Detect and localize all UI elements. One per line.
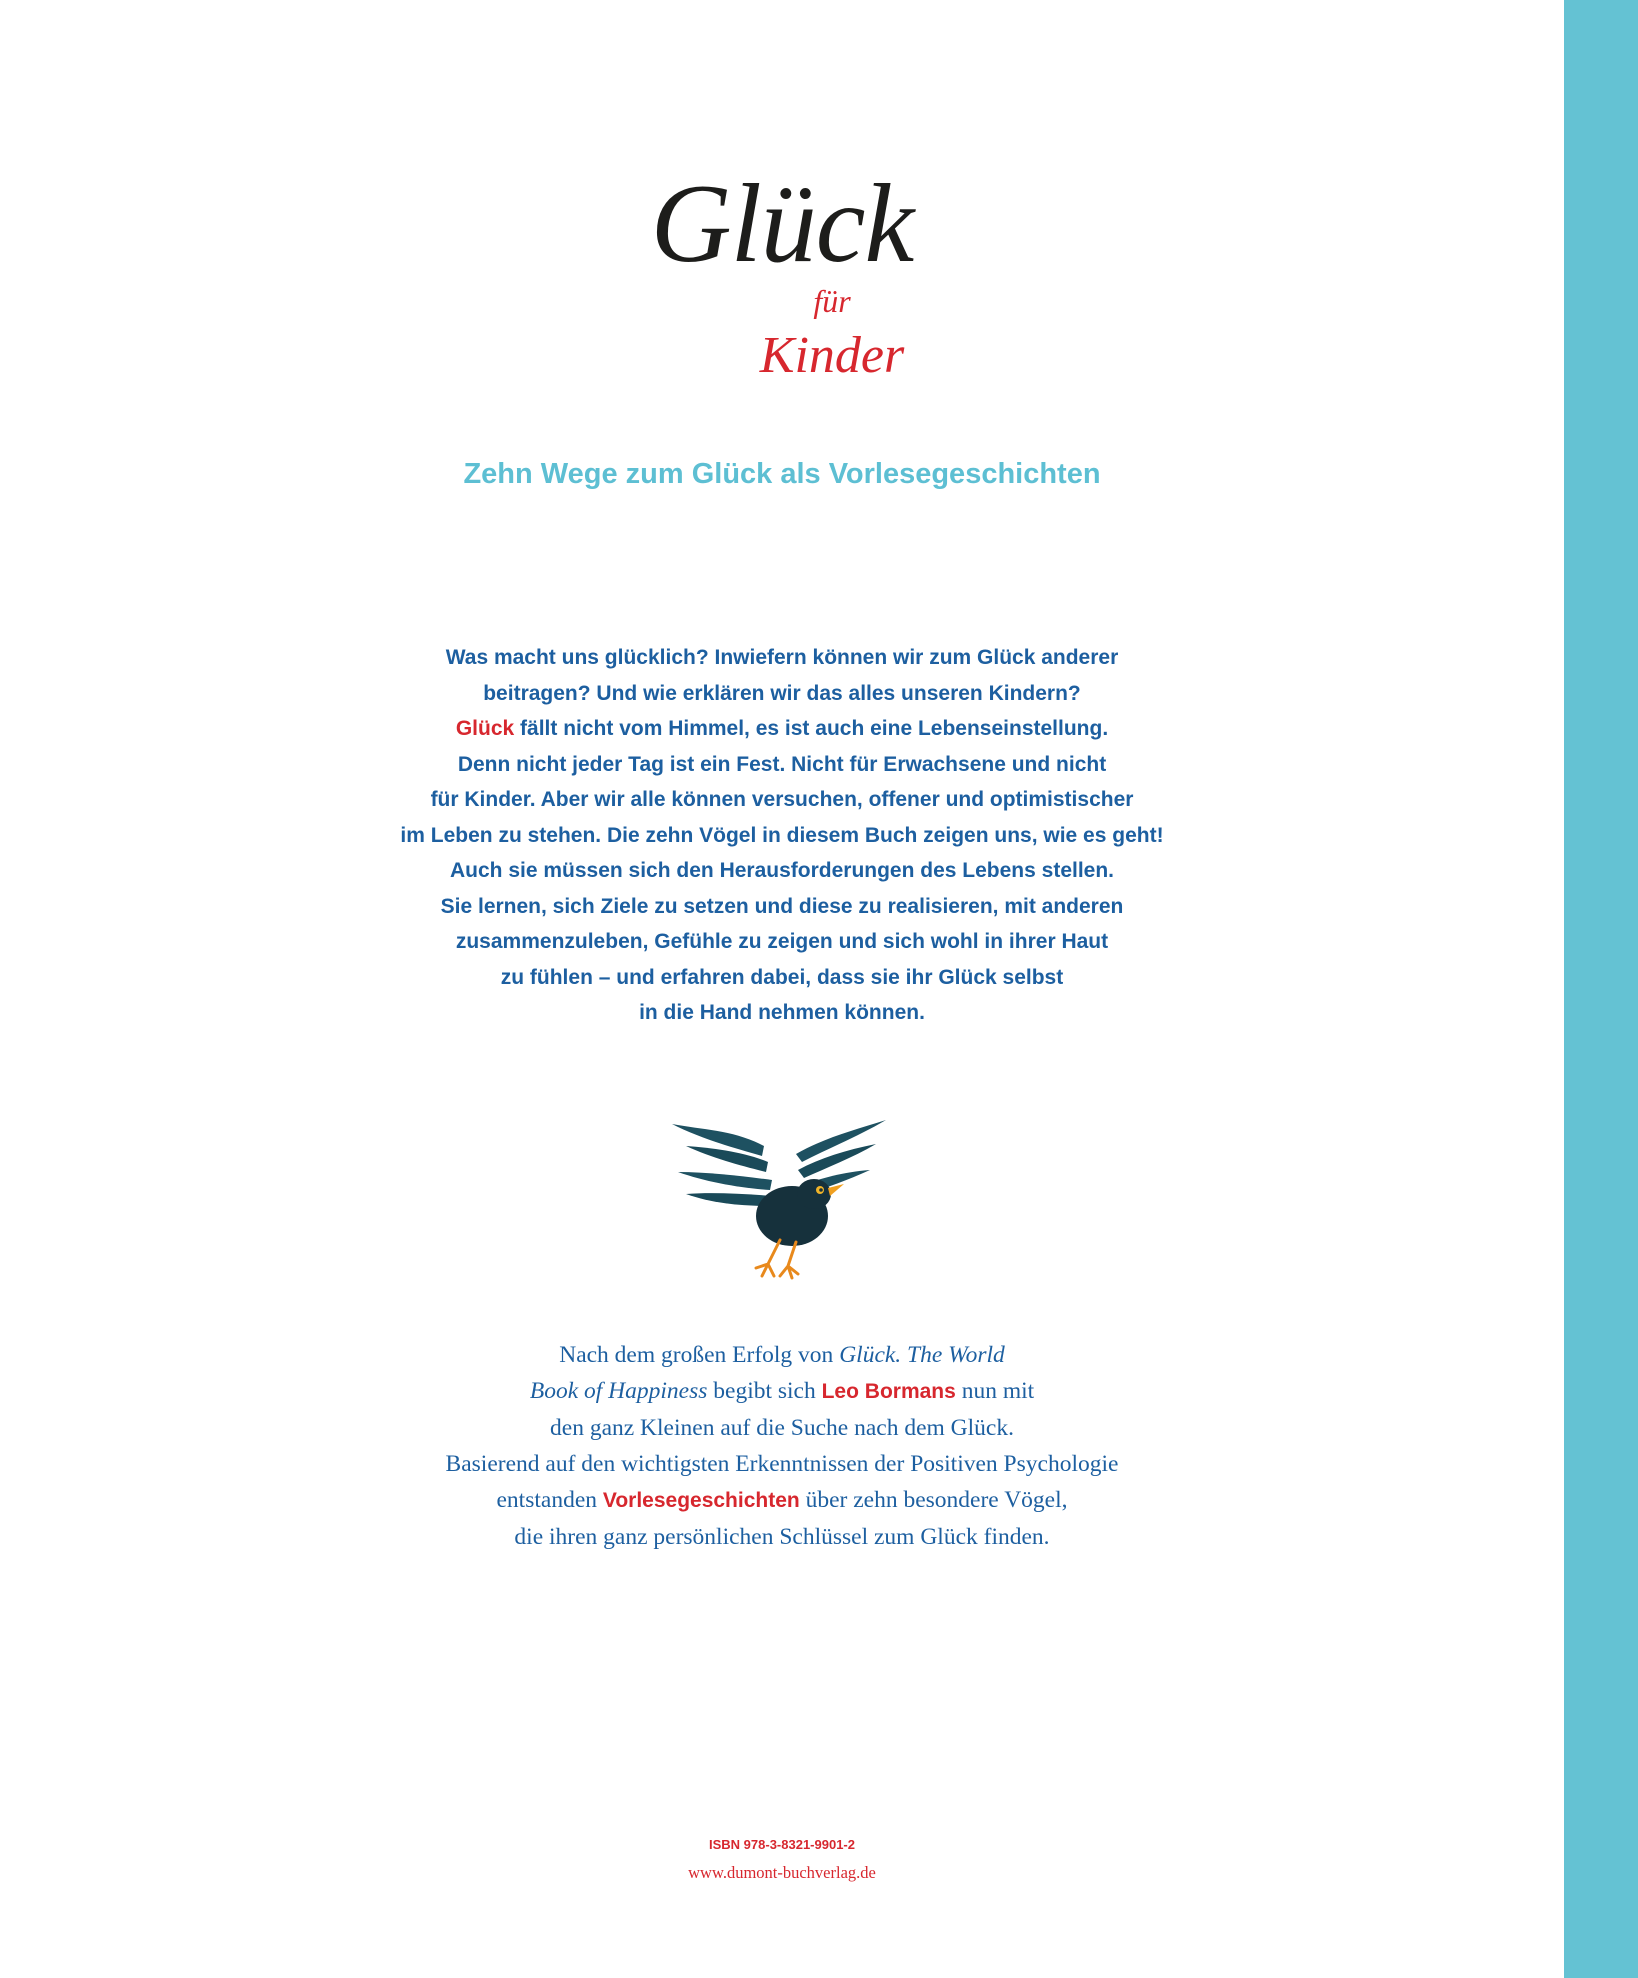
secondary-line: den ganz Kleinen auf die Suche nach dem Glück.: [550, 1415, 1014, 1441]
secondary-plain: über zehn besondere Vögel,: [799, 1487, 1068, 1513]
publisher-url: www.dumont-buchverlag.de: [688, 1863, 876, 1882]
blurb-line: beitragen? Und wie erklären wir das alles unseren Kindern?: [483, 681, 1081, 705]
book-title-italic: Book of Happiness: [529, 1378, 708, 1404]
blackbird-illustration: [664, 1116, 894, 1286]
secondary-line: [0, 1337, 1564, 1373]
isbn: ISBN 978-3-8321-9901-2: [709, 1837, 855, 1852]
title-fuer: für: [813, 283, 851, 319]
author-name: Leo Bormans: [821, 1380, 956, 1403]
highlight-vorlesegeschichten: Vorlesegeschichten: [602, 1489, 800, 1512]
secondary-line: Basierend auf den wichtigsten Erkenntnissen der Positiven Psychologie: [445, 1451, 1119, 1477]
secondary-plain: begibt sich: [707, 1378, 822, 1404]
blurb-line: für Kinder. Aber wir alle können versuchen, offener und optimistischer: [430, 788, 1134, 811]
secondary-plain: entstanden: [496, 1487, 603, 1513]
secondary-line: [0, 1482, 1564, 1519]
secondary-plain: Nach dem großen Erfolg von: [559, 1342, 840, 1368]
blurb-line: im Leben zu stehen. Die zehn Vögel in diesem Buch zeigen uns, wie es geht!: [400, 823, 1164, 847]
blurb-line: zusammenzuleben, Gefühle zu zeigen und sich wohl in ihrer Haut: [455, 930, 1109, 953]
blurb-line: [0, 711, 1564, 747]
subtitle: Zehn Wege zum Glück als Vorlesegeschichten: [463, 458, 1101, 490]
blurb-line: in die Hand nehmen können.: [639, 1001, 925, 1024]
secondary-line: [0, 1373, 1564, 1410]
blurb-highlight-glueck: Glück: [455, 717, 515, 740]
blurb-line: zu fühlen – und erfahren dabei, dass sie ihr Glück selbst: [500, 965, 1064, 989]
blurb-text: [0, 640, 1564, 1031]
secondary-line: die ihren ganz persönlichen Schlüssel zum Glück finden.: [514, 1524, 1050, 1550]
blurb-line: Was macht uns glücklich? Inwiefern können wir zum Glück anderer: [445, 646, 1119, 669]
title-glueck: Glück: [650, 162, 914, 286]
title-kinder: Kinder: [759, 327, 905, 384]
book-title-italic: Glück. The World: [839, 1342, 1005, 1368]
blurb-line: Denn nicht jeder Tag ist ein Fest. Nicht für Erwachsene und nicht: [457, 752, 1107, 776]
blurb-line: Auch sie müssen sich den Herausforderungen des Lebens stellen.: [449, 859, 1115, 882]
blurb-line: Sie lernen, sich Ziele zu setzen und diese zu realisieren, mit anderen: [440, 894, 1124, 918]
secondary-plain: nun mit: [955, 1378, 1035, 1404]
secondary-text: [0, 1337, 1564, 1555]
blurb-line-rest: fällt nicht vom Himmel, es ist auch eine Lebenseinstellung.: [514, 717, 1109, 740]
